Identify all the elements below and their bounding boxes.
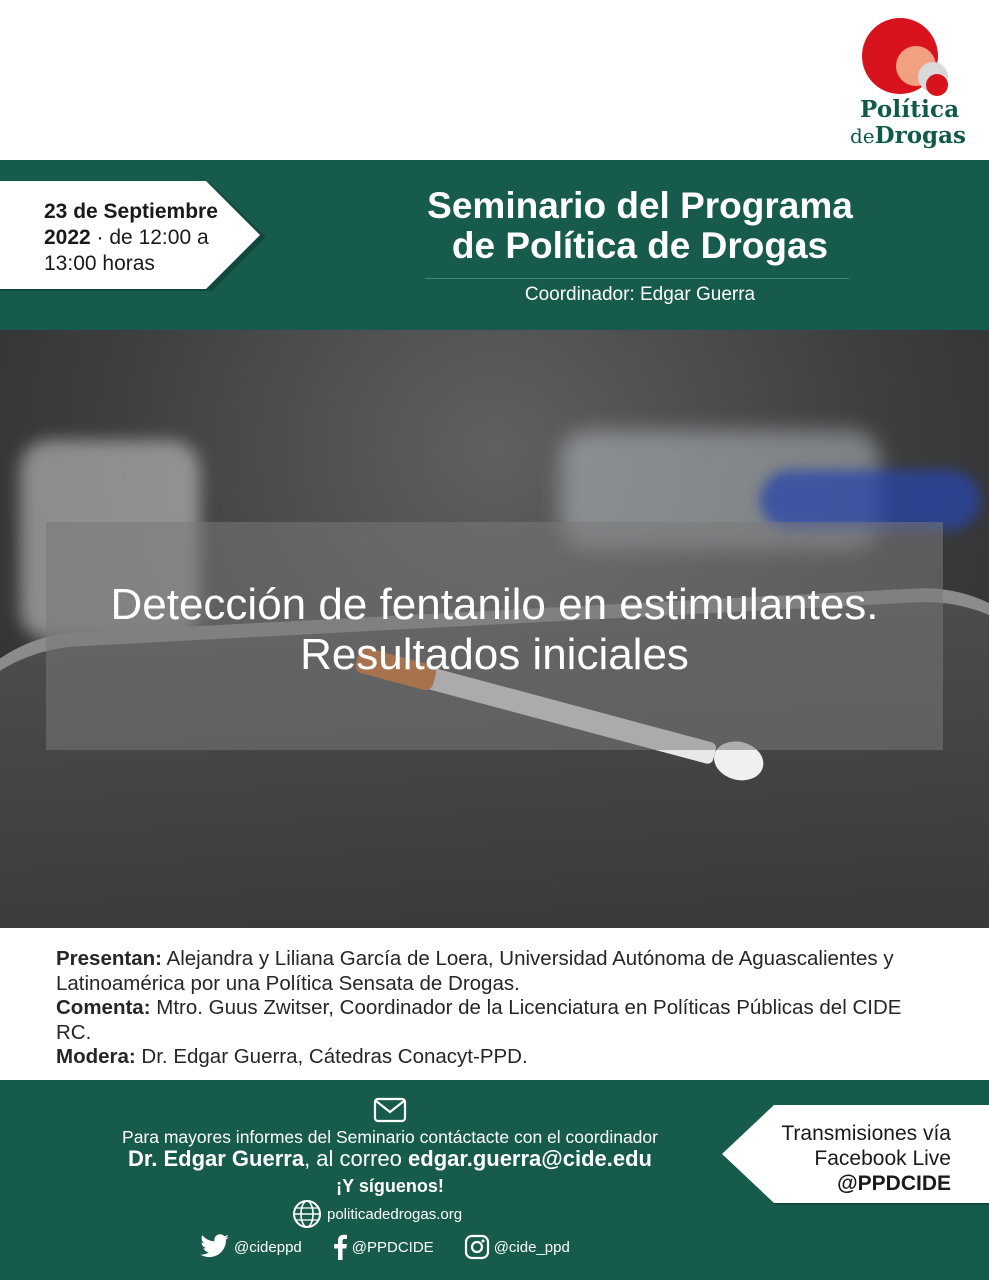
logo-small-red-circle <box>926 74 948 96</box>
website-text: politicadedrogas.org <box>327 1205 463 1223</box>
facebook-icon <box>332 1234 348 1260</box>
contact-text: Para mayores informes del Seminario contáctacte con el coordinador <box>122 1127 658 1147</box>
title-line-2: de Política de Drogas <box>451 225 829 266</box>
instagram-link[interactable] <box>464 1234 570 1260</box>
title-line-1: Seminario del Programa <box>427 185 853 226</box>
twitter-icon <box>200 1234 230 1260</box>
instagram-icon <box>464 1234 490 1260</box>
date-tag <box>0 181 266 291</box>
twitter-handle: @cideppd <box>234 1238 302 1256</box>
facebook-link[interactable] <box>332 1234 434 1260</box>
event-date: 23 de Septiembre 2022 · de 12:00 a 13:00 horas <box>44 200 218 275</box>
social-links <box>200 1233 600 1261</box>
website-link[interactable] <box>292 1200 462 1228</box>
coordinator-label: Coordinador: Edgar Guerra <box>524 284 756 305</box>
globe-icon <box>292 1199 322 1229</box>
presentan-text: Alejandra y Liliana García de Loera, Universidad Autónoma de Aguascalientes y Latinoamérica por una Política Sensata de Drogas. <box>56 947 894 995</box>
mail-icon <box>373 1097 407 1128</box>
modera-text: Dr. Edgar Guerra, Cátedras Conacyt-PPD. <box>135 1045 528 1068</box>
comenta-label: Comenta: <box>56 996 151 1019</box>
twitter-link[interactable] <box>200 1234 302 1260</box>
logo-word-drogas: deDrogas <box>850 122 966 149</box>
contact-details: Dr. Edgar Guerra, al correo edgar.guerra@cide.edu <box>128 1146 652 1171</box>
comenta-text: Mtro. Guus Zwitser, Coordinador de la Licenciatura en Políticas Públicas del CIDE RC. <box>56 996 902 1044</box>
participants-info <box>56 947 936 1070</box>
seminar-headline <box>46 580 943 680</box>
follow-label: ¡Y síguenos! <box>336 1176 444 1196</box>
logo <box>848 10 973 155</box>
instagram-handle: @cide_ppd <box>493 1238 570 1256</box>
contact-email[interactable]: edgar.guerra@cide.edu <box>408 1146 652 1171</box>
live-stream-tag <box>722 1105 989 1205</box>
page-title <box>380 186 900 266</box>
facebook-handle: @PPDCIDE <box>351 1238 434 1256</box>
headline-line-2: Resultados iniciales <box>300 630 689 679</box>
modera-label: Modera: <box>56 1045 136 1068</box>
contact-name: Dr. Edgar Guerra <box>128 1146 305 1171</box>
headline-line-1: Detección de fentanilo en estimulantes. <box>110 580 879 629</box>
facebook-live-handle[interactable]: @PPDCIDE <box>837 1172 951 1195</box>
title-divider <box>425 278 849 279</box>
logo-word-politica: Política <box>860 96 960 123</box>
presentan-label: Presentan: <box>56 947 162 970</box>
live-stream-info: Transmisiones vía Facebook Live @PPDCIDE <box>781 1122 951 1195</box>
